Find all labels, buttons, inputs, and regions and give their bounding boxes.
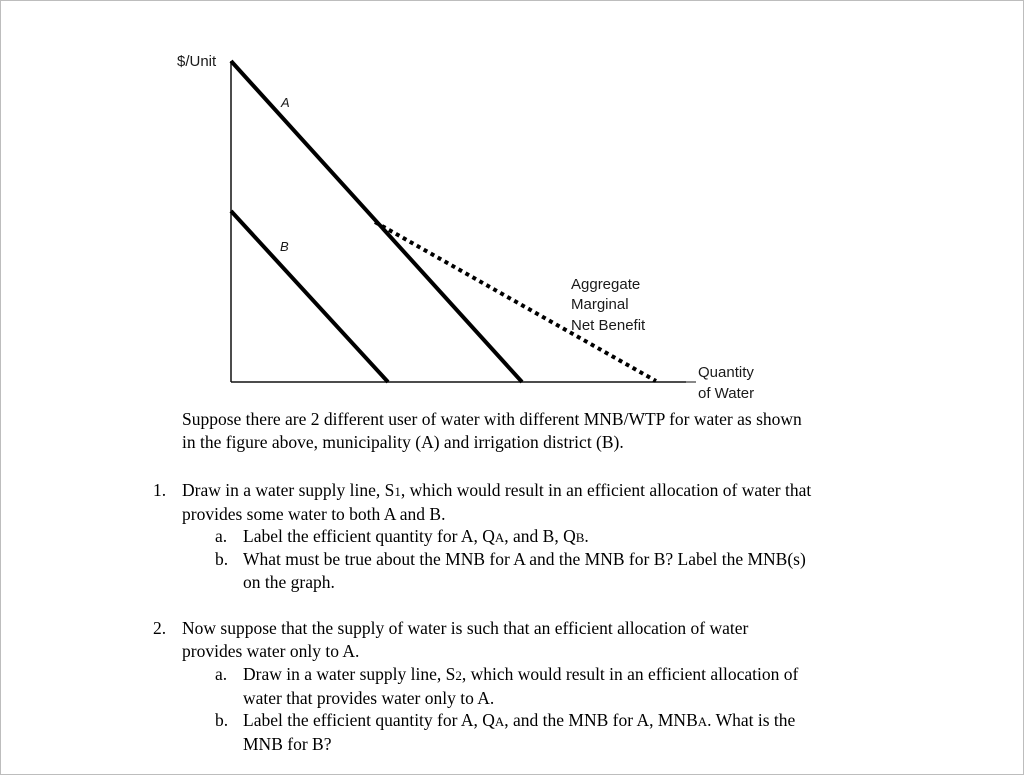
question-2-number: 2.: [153, 618, 167, 638]
question-2b-letter: b.: [215, 710, 229, 730]
aggregate-label-line2: Marginal: [571, 296, 629, 313]
y-axis-label: $/Unit: [177, 53, 217, 70]
question-2a-line-1: Draw in a water supply line, S2, which would result in an efficient allocation of: [243, 664, 799, 684]
question-1a-text: Label the efficient quantity for A, QA, and B, QB.: [243, 526, 589, 546]
x-axis-label-line2: of Water: [698, 385, 755, 402]
curve-a-label: A: [281, 95, 290, 110]
question-1b-line-2: on the graph.: [243, 572, 335, 592]
mnb-figure: [1, 1, 1024, 411]
question-2a-letter: a.: [215, 664, 228, 684]
question-2-line-1: Now suppose that the supply of water is such that an efficient allocation of water: [182, 618, 749, 638]
x-axis-label-line1: Quantity: [698, 364, 754, 381]
question-1a-letter: a.: [215, 526, 228, 546]
question-1b-line-1: What must be true about the MNB for A and the MNB for B? Label the MNB(s): [243, 549, 806, 569]
question-2a-text: [243, 663, 933, 710]
question-2a-line-2: water that provides water only to A.: [243, 688, 495, 708]
intro-paragraph: [182, 408, 922, 454]
question-1b-text: [243, 548, 933, 594]
question-2-text: [182, 617, 942, 663]
question-1-text: [182, 479, 942, 526]
aggregate-label-line1: Aggregate: [571, 276, 641, 293]
intro-line-1: Suppose there are 2 different user of water with different MNB/WTP for water as shown: [182, 409, 802, 429]
aggregate-label-line3: Net Benefit: [571, 317, 646, 334]
question-2-line-2: provides water only to A.: [182, 641, 360, 661]
curve-b-line: [231, 211, 388, 382]
intro-line-2: in the figure above, municipality (A) and irrigation district (B).: [182, 432, 624, 452]
question-1b-letter: b.: [215, 549, 229, 569]
question-2b-line-2: MNB for B?: [243, 734, 332, 754]
question-1-line-2: provides some water to both A and B.: [182, 504, 446, 524]
question-2b-line-1: Label the efficient quantity for A, QA, and the MNB for A, MNBA. What is the: [243, 710, 796, 730]
question-1-line-1: Draw in a water supply line, S1, which would result in an efficient allocation of water that: [182, 480, 812, 500]
curve-b-label: B: [280, 239, 289, 254]
question-2b-text: [243, 709, 933, 756]
question-1-number: 1.: [153, 480, 167, 500]
